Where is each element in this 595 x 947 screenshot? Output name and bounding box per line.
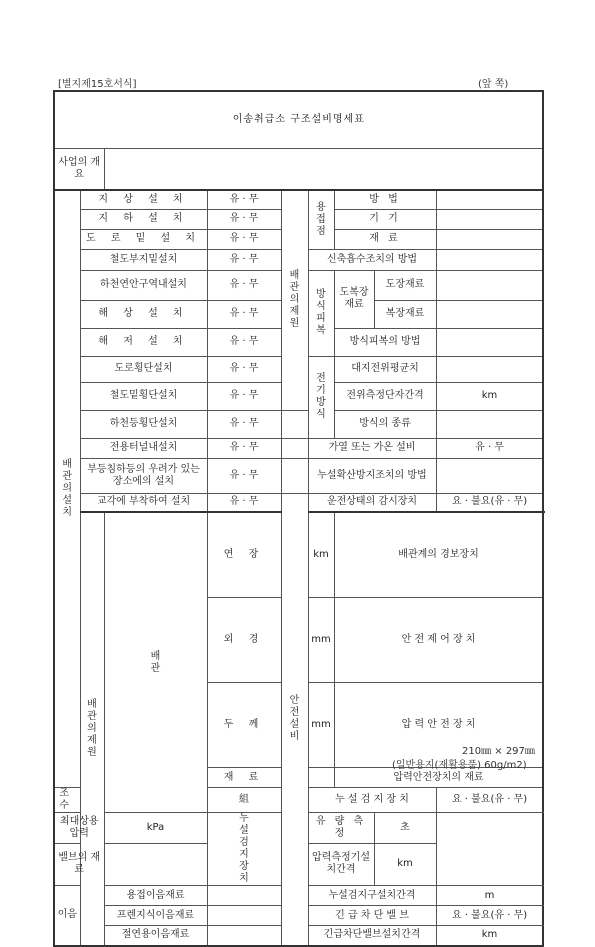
pipe-count-label: 조 수 xyxy=(54,788,80,813)
install-offshore: 해 상 설 치 xyxy=(80,300,207,328)
leak-prevent-label: 누설확산방지조치의 방법 xyxy=(308,458,436,493)
pipe-material-field[interactable] xyxy=(308,768,334,788)
business-overview-label: 사업의 개요 xyxy=(54,148,104,190)
potential-interval-field[interactable]: km xyxy=(436,382,543,410)
install-seabed-yn[interactable]: 유 · 무 xyxy=(207,328,281,356)
monitor-field[interactable]: 요 · 불요(유 · 무) xyxy=(436,493,543,512)
pressure-material-label: 압력안전장치의 재료 xyxy=(334,768,543,788)
pipe-material-label: 재 료 xyxy=(207,768,281,788)
flow-measure-label: 유 량 측 정 xyxy=(308,813,374,844)
install-tunnel: 전용터널내설치 xyxy=(80,438,207,458)
install-riverside: 하천연안구역내설치 xyxy=(80,270,207,300)
paper-size: 210㎜ × 297㎜ xyxy=(462,746,535,757)
welding-material-label: 재 료 xyxy=(334,229,436,249)
monitor-label: 운전상태의 감시장치 xyxy=(308,493,436,512)
page-side: (앞 쪽) xyxy=(478,79,509,90)
coating-wrap-field[interactable] xyxy=(436,300,543,328)
install-riverside-yn[interactable]: 유 · 무 xyxy=(207,270,281,300)
coating-method-field[interactable] xyxy=(436,328,543,356)
install-river-crossing-yn[interactable]: 유 · 무 xyxy=(207,410,281,438)
pipe-length-field[interactable]: km xyxy=(308,512,334,598)
flange-joint-label: 프렌지식이음재료 xyxy=(104,906,207,926)
install-tunnel-yn[interactable]: 유 · 무 xyxy=(207,438,281,458)
install-road-crossing-yn[interactable]: 유 · 무 xyxy=(207,356,281,382)
install-bridge-pier-yn[interactable]: 유 · 무 xyxy=(207,493,281,512)
shutoff-valve-label: 긴 급 차 단 밸 브 xyxy=(308,906,436,926)
pressure-safety-label: 압 력 안 전 장 치 xyxy=(334,683,543,768)
install-under-road: 도 로 밑 설 치 xyxy=(80,229,207,249)
outer-diameter-field[interactable]: mm xyxy=(308,598,334,683)
ground-potential-field[interactable] xyxy=(436,356,543,382)
safety-control-label: 안 전 제 어 장 치 xyxy=(334,598,543,683)
max-pressure-field[interactable]: kPa xyxy=(104,813,207,844)
shrink-method-label: 신축흡수조치의 방법 xyxy=(308,249,436,270)
install-subsidence-area: 부등침하등의 우려가 있는 장소에의 설치 xyxy=(80,458,207,493)
install-subsidence-area-yn[interactable]: 유 · 무 xyxy=(207,458,281,493)
heating-label: 가열 또는 가온 설비 xyxy=(308,438,436,458)
coating-material-label: 도복장재료 xyxy=(334,270,374,328)
welding-method-field[interactable] xyxy=(436,190,543,209)
welding-equipment-label: 기 기 xyxy=(334,209,436,229)
pipe-interval-label: 누설검지구설치간격 xyxy=(308,886,436,906)
welding-equipment-field[interactable] xyxy=(436,209,543,229)
shrink-method-field[interactable] xyxy=(436,249,543,270)
spacer-cell xyxy=(281,458,308,493)
install-river-crossing: 하천등횡단설치 xyxy=(80,410,207,438)
insulation-joint-label: 절연용이음재료 xyxy=(104,926,207,946)
outer-diameter-label: 외 경 xyxy=(207,598,281,683)
leak-detect-field[interactable]: 요 · 불요(유 · 무) xyxy=(436,788,543,813)
business-overview-field[interactable] xyxy=(104,148,543,190)
coating-paint-field[interactable] xyxy=(436,270,543,300)
spacer-cell xyxy=(281,438,308,458)
install-road-crossing: 도로횡단설치 xyxy=(80,356,207,382)
pipe-specs-section: 배 관 의 제 원 xyxy=(80,512,104,946)
alarm-label: 배관계의 경보장치 xyxy=(334,512,543,598)
spacer-cell xyxy=(281,410,308,438)
joint-label: 이음 xyxy=(54,886,80,946)
flow-measure-field[interactable]: 초 xyxy=(374,813,436,844)
pipe-installation-group: 배 관 의 설 치 xyxy=(54,190,80,788)
install-seabed: 해 저 설 치 xyxy=(80,328,207,356)
install-underground-yn[interactable]: 유 · 무 xyxy=(207,209,281,229)
heating-yn[interactable]: 유 · 무 xyxy=(436,438,543,458)
pipe-specs-group: 배 관 의 제 원 xyxy=(281,190,308,410)
structure-equipment-form xyxy=(53,90,544,947)
electric-protection-group: 전 기 방 식 xyxy=(308,356,334,438)
leak-prevent-field[interactable] xyxy=(436,458,543,493)
coating-group: 방 식 피 복 xyxy=(308,270,334,356)
install-above-ground: 지 상 설 치 xyxy=(80,190,207,209)
valve-material-field[interactable] xyxy=(104,843,207,885)
gauge-interval-label: 압력측정기설치간격 xyxy=(308,843,374,885)
flange-joint-field[interactable] xyxy=(207,906,281,926)
coating-wrap-label: 복장재료 xyxy=(374,300,436,328)
pipe-length-label: 연 장 xyxy=(207,512,281,598)
coating-paint-label: 도장재료 xyxy=(374,270,436,300)
welding-joint-label: 용접이음재료 xyxy=(104,886,207,906)
install-above-ground-yn[interactable]: 유 · 무 xyxy=(207,190,281,209)
thickness-field[interactable]: mm xyxy=(308,683,334,768)
form-title: 이송취급소 구조설비명세표 xyxy=(54,91,543,148)
shutoff-valve-field[interactable]: 요 · 불요(유 · 무) xyxy=(436,906,543,926)
shutoff-interval-label: 긴급차단밸브설치간격 xyxy=(308,926,436,946)
install-railway-crossing: 철도밑횡단설치 xyxy=(80,382,207,410)
leak-detect-group: 누 설 검 지 장 치 xyxy=(207,813,281,886)
pipe-interval-field[interactable]: m xyxy=(436,886,543,906)
paper-type: (일반용지(재활용품) 60g/m2) xyxy=(392,760,527,771)
gauge-interval-field[interactable]: km xyxy=(374,843,436,885)
welding-material-field[interactable] xyxy=(436,229,543,249)
install-railway-land: 철도부지밑설치 xyxy=(80,249,207,270)
welding-method-label: 방 법 xyxy=(334,190,436,209)
protection-type-label: 방식의 종류 xyxy=(334,410,436,438)
insulation-joint-field[interactable] xyxy=(207,926,281,946)
install-underground: 지 하 설 치 xyxy=(80,209,207,229)
install-offshore-yn[interactable]: 유 · 무 xyxy=(207,300,281,328)
thickness-label: 두 께 xyxy=(207,683,281,768)
shutoff-interval-field[interactable]: km xyxy=(436,926,543,946)
max-pressure-label: 최대상용압력 xyxy=(54,813,104,844)
protection-type-field[interactable] xyxy=(436,410,543,438)
form-number: [별지제15호서식] xyxy=(58,79,137,90)
leak-detect-label: 누 설 검 지 장 치 xyxy=(308,788,436,813)
install-under-road-yn[interactable]: 유 · 무 xyxy=(207,229,281,249)
install-railway-land-yn[interactable]: 유 · 무 xyxy=(207,249,281,270)
install-bridge-pier: 교각에 부착하여 설치 xyxy=(80,493,207,512)
coating-method-label: 방식피복의 방법 xyxy=(334,328,436,356)
install-railway-crossing-yn[interactable]: 유 · 무 xyxy=(207,382,281,410)
potential-interval-label: 전위측정단자간격 xyxy=(334,382,436,410)
valve-material-label: 밸브의 재료 xyxy=(54,843,104,885)
welding-joint-field[interactable] xyxy=(207,886,281,906)
pipe-label: 배 관 xyxy=(104,512,207,813)
welding-point-group: 용 접 점 xyxy=(308,190,334,249)
ground-potential-label: 대지전위평균치 xyxy=(334,356,436,382)
pipe-count-field[interactable]: 組 xyxy=(207,788,281,813)
safety-equipment-group: 안 전 설 비 xyxy=(281,493,308,946)
